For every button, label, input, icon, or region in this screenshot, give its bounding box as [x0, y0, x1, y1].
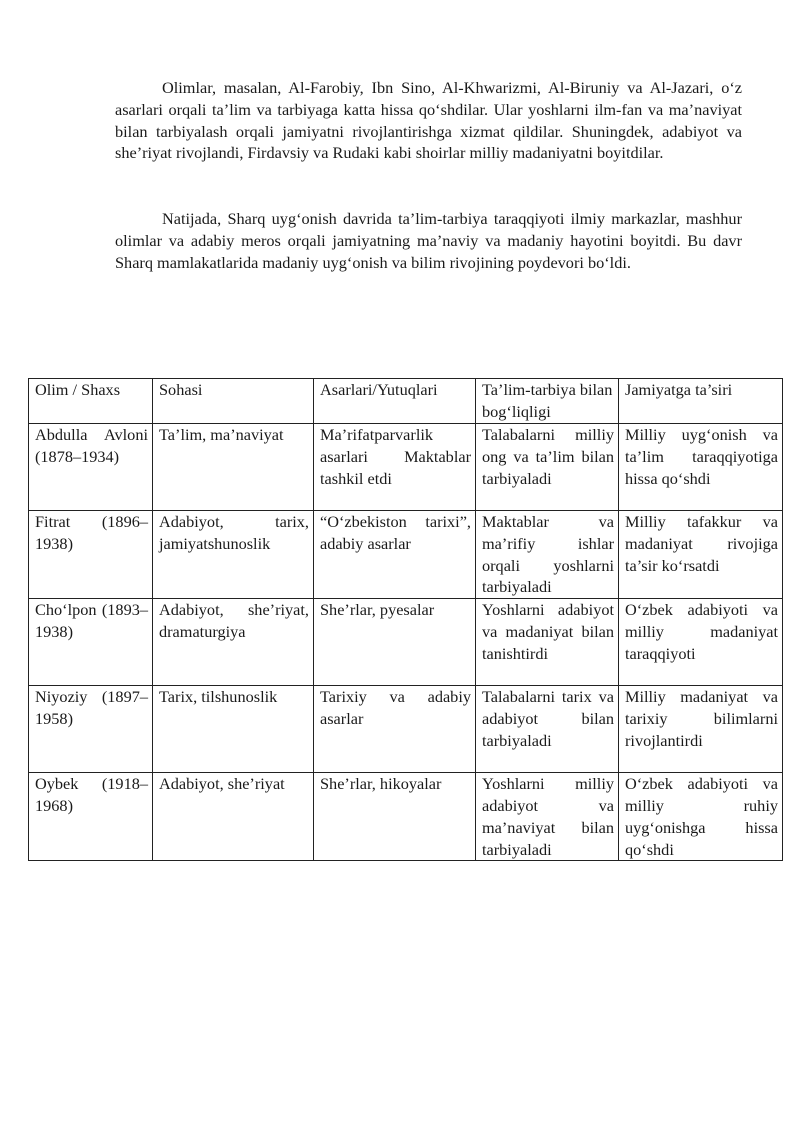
- table-row: [29, 511, 783, 599]
- table-cell: Tarix, tilshunoslik: [153, 686, 314, 773]
- table-cell: Niyoziy (1897–1958): [29, 686, 153, 773]
- table-cell: Fitrat (1896–1938): [29, 511, 153, 599]
- table-row: [29, 424, 783, 511]
- column-header-works: Asarlari/Yutuqlari: [314, 379, 476, 424]
- table-cell: Adabiyot, tarix, jamiyatshunoslik: [153, 511, 314, 599]
- table-cell: Ma’rifatparvarlik asarlari Maktablar tashkil etdi: [314, 424, 476, 511]
- table-cell: Oybek (1918–1968): [29, 773, 153, 861]
- table-header-row: [29, 379, 783, 424]
- table-cell: O‘zbek adabiyoti va milliy ruhiy uyg‘onishga hissa qo‘shdi: [619, 773, 783, 861]
- table-row: [29, 773, 783, 861]
- table-cell: Yoshlarni adabiyot va madaniyat bilan tanishtirdi: [476, 599, 619, 686]
- table-cell: She’rlar, hikoyalar: [314, 773, 476, 861]
- column-header-scholar: Olim / Shaxs: [29, 379, 153, 424]
- scholars-table: [28, 378, 783, 861]
- table-cell: Cho‘lpon (1893–1938): [29, 599, 153, 686]
- table-cell: Tarixiy va adabiy asarlar: [314, 686, 476, 773]
- table-row: [29, 599, 783, 686]
- table-cell: Milliy tafakkur va madaniyat rivojiga ta’sir ko‘rsatdi: [619, 511, 783, 599]
- paragraph-1: Olimlar, masalan, Al-Farobiy, Ibn Sino, Al-Khwarizmi, Al-Biruniy va Al-Jazari, o‘z asarlari orqali ta’lim va tarbiyaga katta hissa qo‘shdilar. Ular yoshlarni ilm-fan va ma’naviyat bilan tarbiyalash orqali jamiyatni rivojlantirishga xizmat qildilar. Shuningdek, adabiyot va she’riyat rivojlandi, Firdavsiy va Rudaki kabi shoirlar milliy madaniyatni boyitdilar.: [115, 78, 742, 163]
- table-cell: She’rlar, pyesalar: [314, 599, 476, 686]
- column-header-field: Sohasi: [153, 379, 314, 424]
- table-cell: Milliy madaniyat va tarixiy bilimlarni rivojlantirdi: [619, 686, 783, 773]
- table-row: [29, 686, 783, 773]
- column-header-impact: Jamiyatga ta’siri: [619, 379, 783, 424]
- table-cell: Talabalarni tarix va adabiyot bilan tarbiyaladi: [476, 686, 619, 773]
- table-cell: Milliy uyg‘onish va ta’lim taraqqiyotiga hissa qo‘shdi: [619, 424, 783, 511]
- table-cell: Ta’lim, ma’naviyat: [153, 424, 314, 511]
- table-cell: “O‘zbekiston tarixi”, adabiy asarlar: [314, 511, 476, 599]
- table-cell: O‘zbek adabiyoti va milliy madaniyat taraqqiyoti: [619, 599, 783, 686]
- table-cell: Maktablar va ma’rifiy ishlar orqali yoshlarni tarbiyaladi: [476, 511, 619, 599]
- table-cell: Yoshlarni milliy adabiyot va ma’naviyat bilan tarbiyaladi: [476, 773, 619, 861]
- table-cell: Adabiyot, she’riyat: [153, 773, 314, 861]
- table-cell: Abdulla Avloni (1878–1934): [29, 424, 153, 511]
- table-cell: Talabalarni milliy ong va ta’lim bilan tarbiyaladi: [476, 424, 619, 511]
- table-cell: Adabiyot, she’riyat, dramaturgiya: [153, 599, 314, 686]
- paragraph-2: Natijada, Sharq uyg‘onish davrida ta’lim-tarbiya taraqqiyoti ilmiy markazlar, mashhur olimlar va adabiy meros orqali jamiyatning ma’naviy va madaniy hayotini boyitdi. Bu davr Sharq mamlakatlarida madaniy uyg‘onish va bilim rivojining poydevori bo‘ldi.: [115, 209, 742, 272]
- column-header-education-link: Ta’lim-tarbiya bilan bog‘liqligi: [476, 379, 619, 424]
